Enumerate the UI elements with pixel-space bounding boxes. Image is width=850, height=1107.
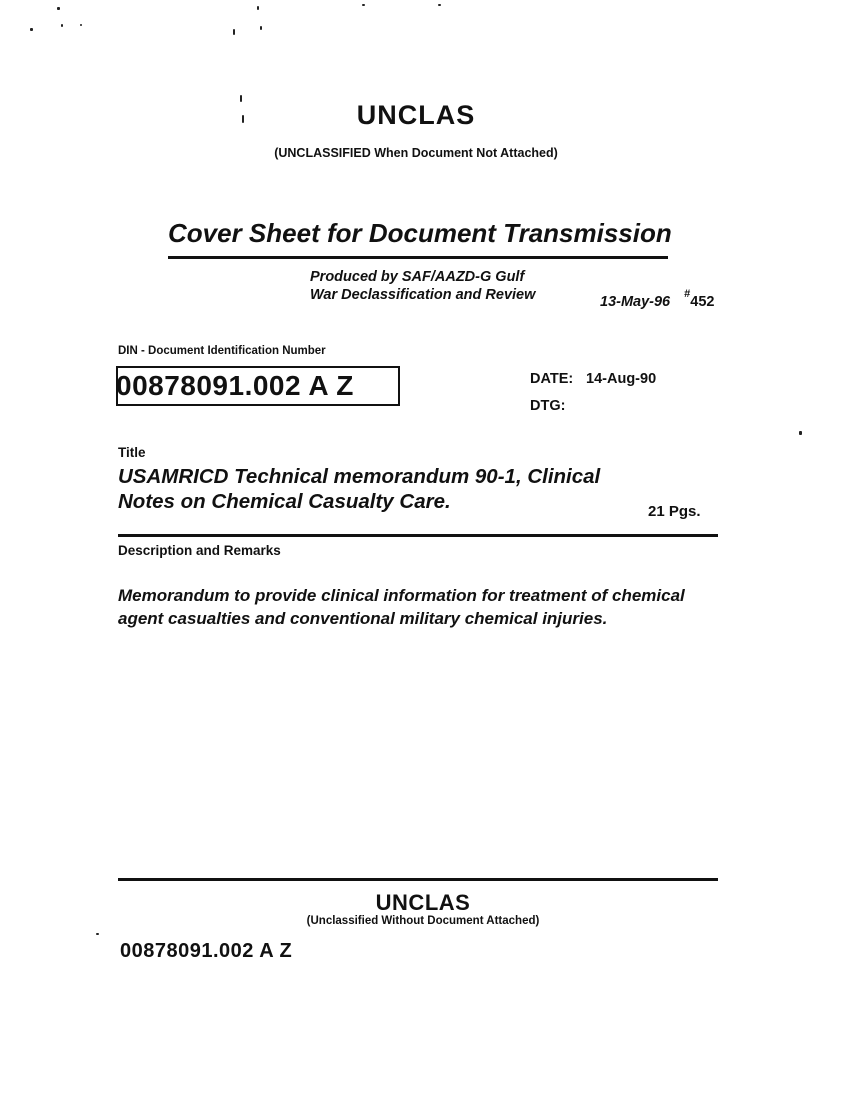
producer-line2: War Declassification and Review [310, 287, 536, 303]
page-title: Cover Sheet for Document Transmission [168, 218, 668, 259]
date-row [530, 371, 656, 387]
scan-speck [233, 29, 235, 35]
din-label: DIN - Document Identification Number [118, 345, 326, 357]
date-value: 14-Aug-90 [586, 371, 657, 387]
scan-speck [61, 24, 63, 27]
document-title: USAMRICD Technical memorandum 90-1, Clinical Notes on Chemical Casualty Care. [118, 465, 601, 513]
scan-speck [57, 7, 60, 10]
scan-speck [257, 6, 259, 10]
dtg-label: DTG: [530, 398, 566, 414]
header-classification: UNCLAS [356, 100, 476, 130]
title-label: Title [118, 445, 146, 460]
page-count: 21 Pgs. [648, 503, 701, 520]
footer-classification-note: (Unclassified Without Document Attached) [306, 915, 540, 927]
scan-speck [80, 24, 82, 26]
description-text: Memorandum to provide clinical information for treatment of chemical agent casualties and conventional military chemical injuries. [118, 586, 685, 628]
scan-speck [438, 4, 441, 6]
date-block [530, 371, 656, 425]
header-classification-note: (UNCLASSIFIED When Document Not Attached) [274, 146, 558, 160]
footer-divider-line [118, 878, 718, 881]
produced-number: #452 [684, 288, 715, 310]
producer-line1: Produced by SAF/AAZD-G Gulf [310, 269, 525, 285]
date-label: DATE: [530, 371, 574, 387]
divider-line [118, 534, 718, 537]
scan-speck [260, 26, 262, 30]
scan-speck [799, 431, 802, 435]
produced-date-line [600, 288, 714, 310]
footer-classification: UNCLAS [375, 890, 471, 915]
dtg-row [530, 398, 656, 414]
producer-block [310, 268, 535, 304]
scan-speck [30, 28, 33, 31]
din-box [116, 366, 400, 406]
produced-date: 13-May-96 [600, 294, 671, 310]
scan-speck [362, 4, 365, 6]
din-value: 00878091.002 A Z [116, 370, 354, 401]
scan-speck [96, 933, 99, 935]
footer-din-value: 00878091.002 A Z [120, 940, 293, 962]
hash-symbol: # [684, 288, 691, 300]
description-label: Description and Remarks [118, 543, 281, 558]
